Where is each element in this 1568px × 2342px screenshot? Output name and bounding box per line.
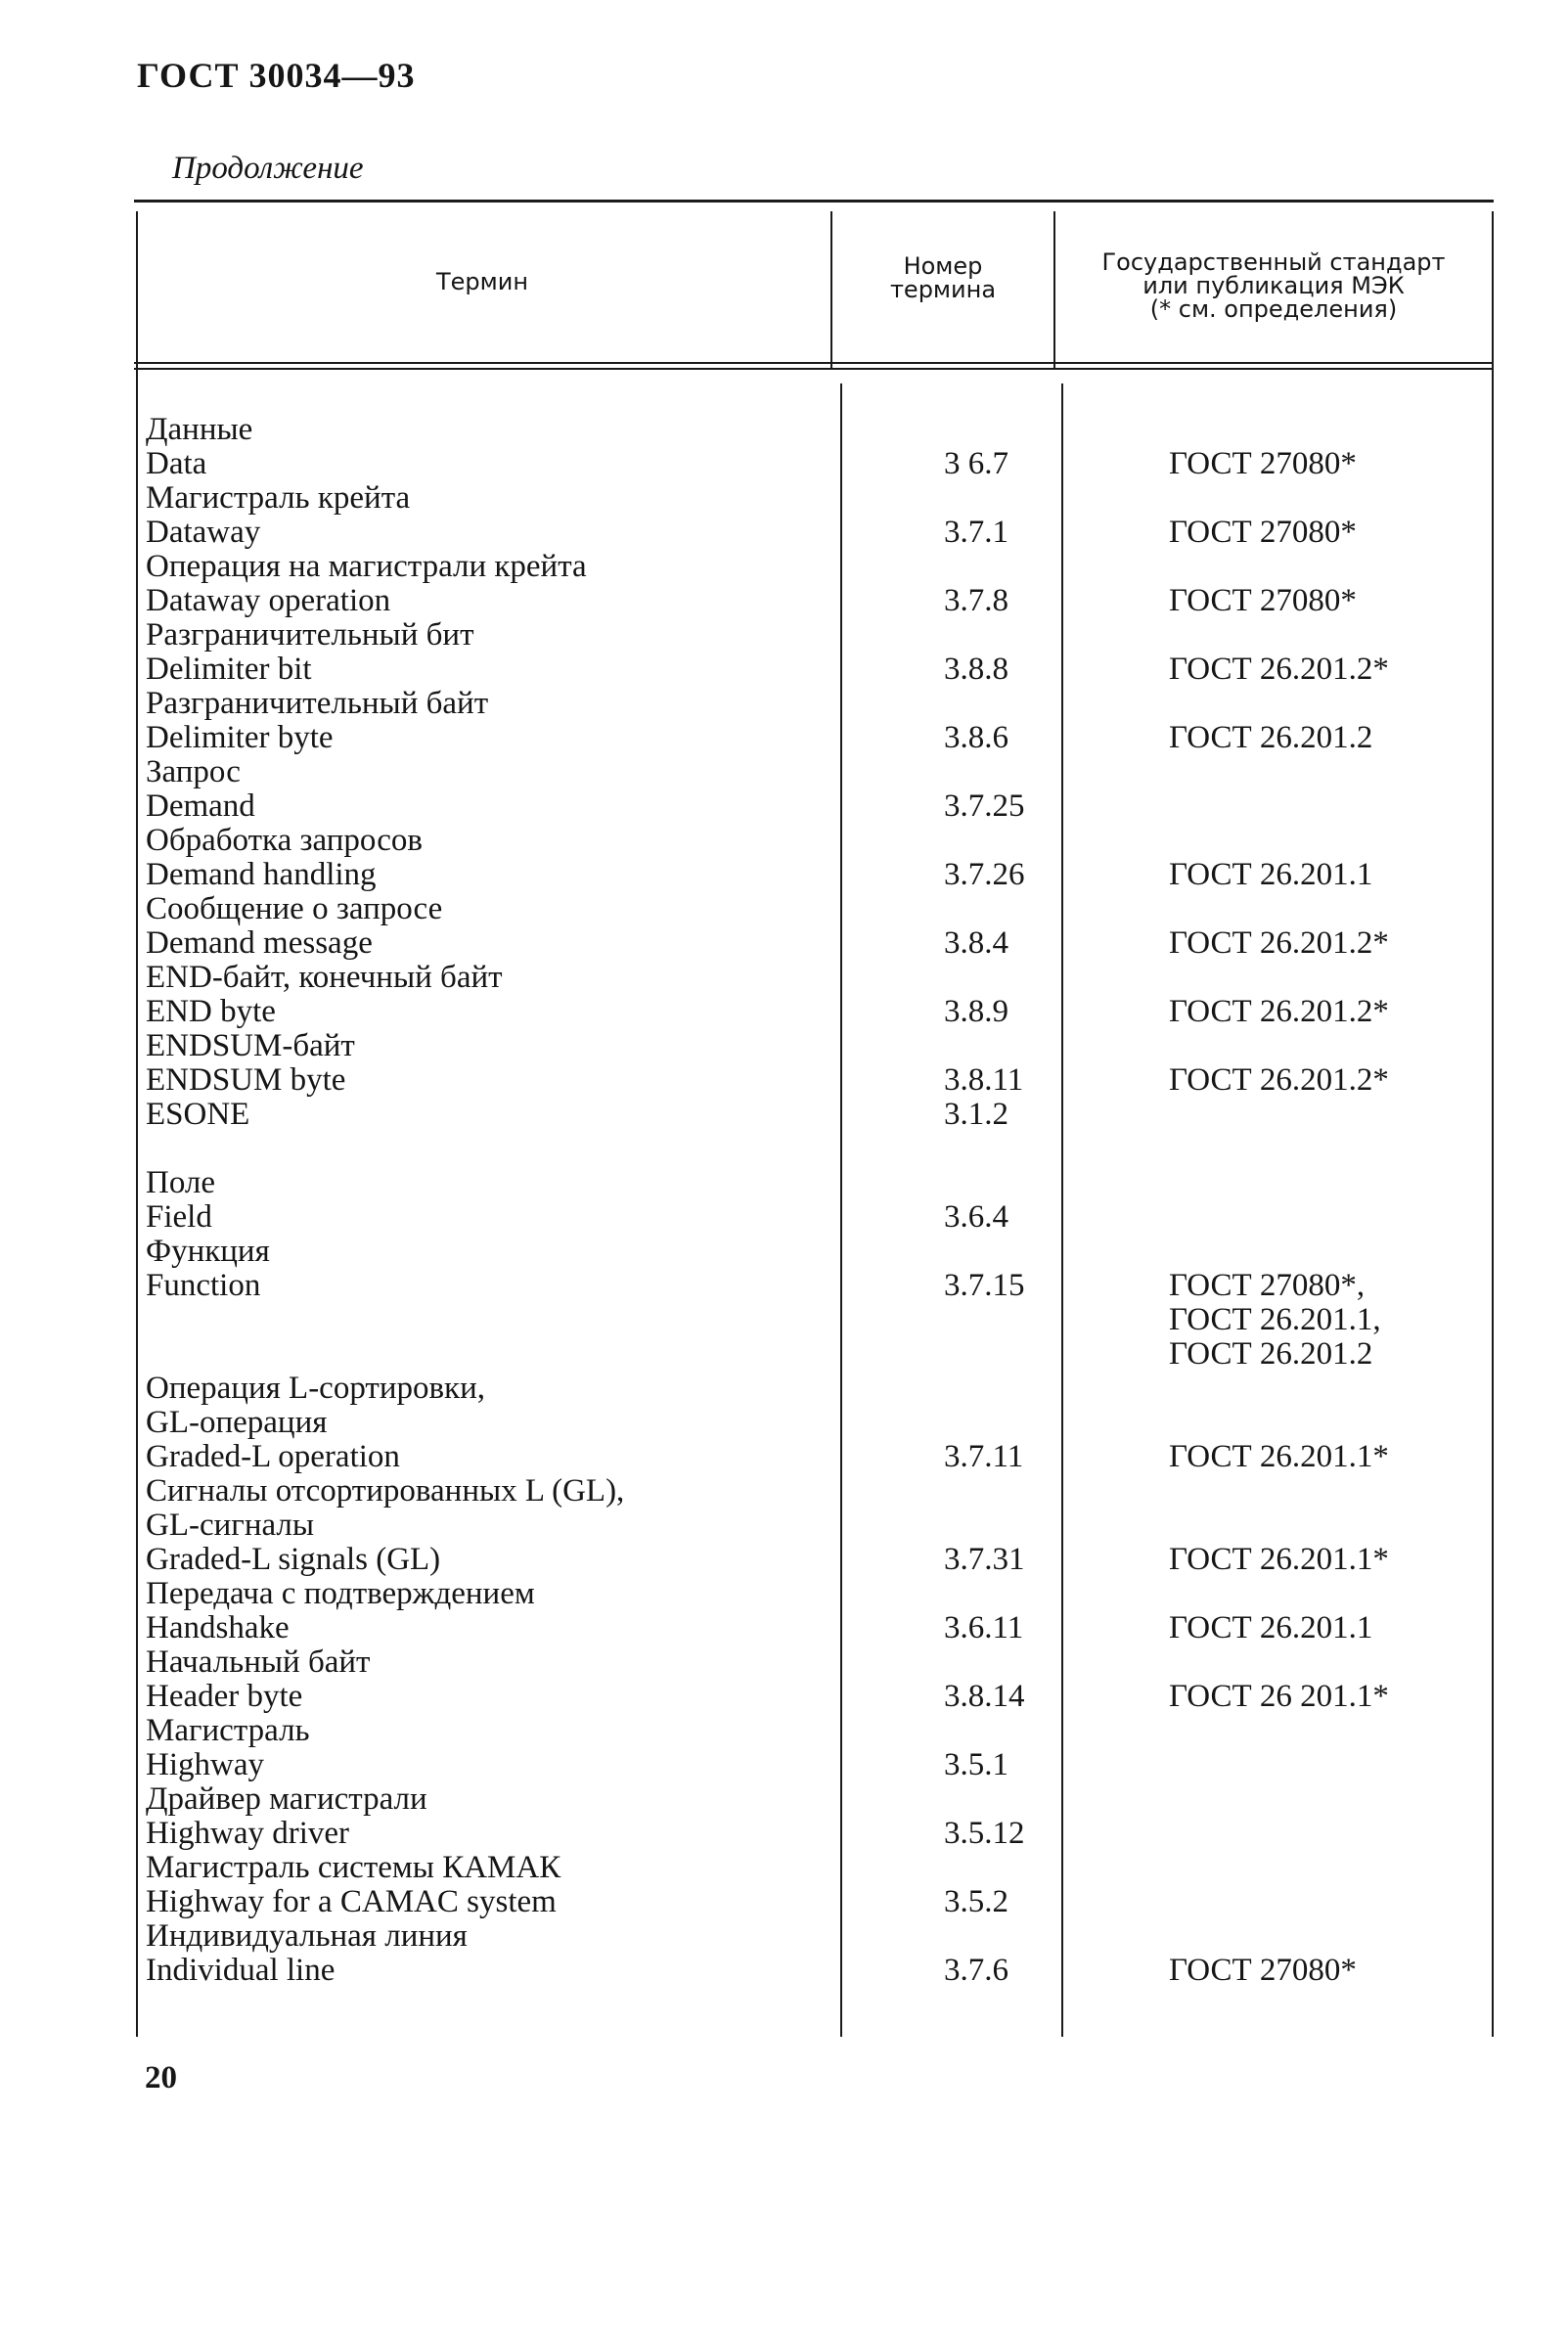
term-text: Магистраль системы КАМАК bbox=[146, 1850, 561, 1885]
term-cell bbox=[134, 618, 889, 687]
table-row bbox=[134, 1235, 1494, 1372]
standard-text: ГОСТ 26.201.1 bbox=[1169, 1610, 1373, 1645]
standard-text: ГОСТ 27080* bbox=[1169, 446, 1357, 481]
table-row bbox=[134, 892, 1494, 961]
table-row bbox=[134, 1782, 1494, 1851]
standard-text: ГОСТ 26.201.1* bbox=[1169, 1542, 1389, 1577]
standard-cell bbox=[1110, 721, 1494, 755]
term-cell bbox=[134, 1474, 889, 1577]
term-cell bbox=[134, 413, 889, 481]
header-standard bbox=[1055, 250, 1492, 321]
term-text: Graded-L signals (GL) bbox=[146, 1542, 441, 1577]
term-number: 3.7.15 bbox=[944, 1268, 1025, 1303]
standard-cell bbox=[1110, 1440, 1494, 1474]
term-text: Поле bbox=[146, 1165, 216, 1200]
term-number: 3.5.2 bbox=[944, 1884, 1008, 1919]
header-term: Термин bbox=[435, 268, 529, 295]
standard-text: ГОСТ 26.201.2 bbox=[1169, 1336, 1373, 1372]
table-row bbox=[134, 550, 1494, 618]
term-text: Обработка запросов bbox=[146, 823, 423, 858]
standard-text: ГОСТ 26.201.2* bbox=[1169, 994, 1389, 1029]
standard-cell bbox=[1110, 926, 1494, 961]
standard-cell bbox=[1110, 1611, 1494, 1645]
term-number: 3.1.2 bbox=[944, 1097, 1008, 1132]
term-number: 3.7.31 bbox=[944, 1542, 1025, 1577]
table-row bbox=[134, 755, 1494, 824]
table-row bbox=[134, 1577, 1494, 1645]
term-cell bbox=[134, 892, 889, 961]
term-text: Demand bbox=[146, 788, 255, 824]
term-text: Handshake bbox=[146, 1610, 290, 1645]
standard-cell bbox=[1110, 516, 1494, 550]
document-header: ГОСТ 30034—93 bbox=[137, 56, 416, 95]
standard-text: ГОСТ 26.201.2* bbox=[1169, 925, 1389, 961]
term-text: ENDSUM-байт bbox=[146, 1028, 355, 1063]
standard-cell bbox=[1110, 1954, 1494, 1988]
standard-text: ГОСТ 26.201.2* bbox=[1169, 1062, 1389, 1098]
term-text: Dataway bbox=[146, 515, 261, 550]
table-row bbox=[134, 481, 1494, 550]
table-row bbox=[134, 1166, 1494, 1235]
term-text: ENDSUM byte bbox=[146, 1062, 346, 1098]
term-text: Функция bbox=[146, 1234, 270, 1269]
term-text: Highway bbox=[146, 1747, 264, 1782]
term-cell bbox=[134, 1851, 889, 1919]
term-text: Dataway operation bbox=[146, 583, 391, 618]
term-text: GL-операция bbox=[146, 1405, 328, 1440]
term-text: Demand handling bbox=[146, 857, 377, 892]
standard-text: ГОСТ 26.201.1, bbox=[1169, 1302, 1381, 1337]
term-text: END-байт, конечный байт bbox=[146, 960, 503, 995]
term-number: 3.6.11 bbox=[944, 1610, 1024, 1645]
term-number: 3.7.26 bbox=[944, 857, 1025, 892]
standard-text: ГОСТ 26.201.2* bbox=[1169, 652, 1389, 687]
term-text: Операция L-сортировки, bbox=[146, 1371, 485, 1406]
term-text: Delimiter bit bbox=[146, 652, 312, 687]
standard-cell bbox=[1110, 1680, 1494, 1714]
standard-cell bbox=[1110, 1063, 1494, 1098]
term-cell bbox=[134, 824, 889, 892]
table-row bbox=[134, 1098, 1494, 1132]
standard-text: ГОСТ 26.201.1 bbox=[1169, 857, 1373, 892]
table-top-rule bbox=[134, 200, 1494, 203]
table-row bbox=[134, 618, 1494, 687]
term-number: 3.8.6 bbox=[944, 720, 1008, 755]
standard-text: ГОСТ 27080* bbox=[1169, 1953, 1357, 1988]
term-text: END byte bbox=[146, 994, 276, 1029]
term-number: 3.6.4 bbox=[944, 1199, 1008, 1235]
term-text: Header byte bbox=[146, 1679, 303, 1714]
standard-cell bbox=[1110, 653, 1494, 687]
term-text: Разграничительный байт bbox=[146, 686, 489, 721]
term-text: Сообщение о запросе bbox=[146, 891, 443, 926]
table-body bbox=[134, 413, 1494, 1988]
term-cell bbox=[134, 687, 889, 755]
term-text: Graded-L operation bbox=[146, 1439, 400, 1474]
term-cell bbox=[134, 1098, 889, 1132]
term-number: 3 6.7 bbox=[944, 446, 1008, 481]
term-number: 3.5.1 bbox=[944, 1747, 1008, 1782]
term-text: Delimiter byte bbox=[146, 720, 334, 755]
term-number: 3.7.8 bbox=[944, 583, 1008, 618]
term-text: Demand message bbox=[146, 925, 373, 961]
page-number: 20 bbox=[145, 2060, 177, 2095]
term-number: 3.7.1 bbox=[944, 515, 1008, 550]
header-number bbox=[832, 254, 1053, 301]
term-number: 3.8.8 bbox=[944, 652, 1008, 687]
header-rule-1 bbox=[134, 362, 1494, 364]
term-text: Individual line bbox=[146, 1953, 336, 1988]
term-number: 3.7.25 bbox=[944, 788, 1025, 824]
term-number: 3.5.12 bbox=[944, 1816, 1025, 1851]
header-standard-line-2: или публикация МЭК bbox=[1142, 272, 1405, 299]
term-text: Data bbox=[146, 446, 207, 481]
term-number: 3.7.6 bbox=[944, 1953, 1008, 1988]
terms-table bbox=[134, 200, 1494, 2039]
term-number: 3.8.11 bbox=[944, 1062, 1024, 1098]
term-cell bbox=[134, 481, 889, 550]
term-text: Данные bbox=[146, 412, 253, 447]
term-text: Начальный байт bbox=[146, 1644, 371, 1680]
term-cell bbox=[134, 1645, 889, 1714]
term-number: 3.8.14 bbox=[944, 1679, 1025, 1714]
table-row bbox=[134, 1372, 1494, 1474]
term-cell bbox=[134, 550, 889, 618]
header-standard-line-3: (* см. определения) bbox=[1149, 295, 1398, 323]
standard-text: ГОСТ 27080*, bbox=[1169, 1268, 1366, 1303]
standard-cell bbox=[1110, 1543, 1494, 1577]
term-text: Магистраль крейта bbox=[146, 480, 411, 516]
term-number: 3.8.9 bbox=[944, 994, 1008, 1029]
standard-cell bbox=[1110, 1269, 1494, 1372]
table-row bbox=[134, 1714, 1494, 1782]
term-cell bbox=[134, 961, 889, 1029]
header-number-line-2: термина bbox=[889, 276, 997, 303]
term-text: Function bbox=[146, 1268, 261, 1303]
standard-text: ГОСТ 26.201.1* bbox=[1169, 1439, 1389, 1474]
standard-text: ГОСТ 26.201.2 bbox=[1169, 720, 1373, 755]
term-text: Магистраль bbox=[146, 1713, 310, 1748]
standard-text: ГОСТ 26 201.1* bbox=[1169, 1679, 1389, 1714]
standard-text: ГОСТ 27080* bbox=[1169, 583, 1357, 618]
row-gap bbox=[134, 1132, 1494, 1166]
term-text: Field bbox=[146, 1199, 212, 1235]
table-row bbox=[134, 961, 1494, 1029]
continuation-label: Продолжение bbox=[172, 151, 364, 186]
table-row bbox=[134, 1645, 1494, 1714]
header-number-line-1: Номер bbox=[903, 252, 983, 280]
term-text: Драйвер магистрали bbox=[146, 1781, 427, 1817]
table-row bbox=[134, 687, 1494, 755]
term-cell bbox=[134, 1919, 889, 1988]
term-cell bbox=[134, 1235, 889, 1303]
term-number: 3.8.4 bbox=[944, 925, 1008, 961]
standard-cell bbox=[1110, 584, 1494, 618]
standard-cell bbox=[1110, 447, 1494, 481]
table-row bbox=[134, 1919, 1494, 1988]
term-cell bbox=[134, 1372, 889, 1474]
term-cell bbox=[134, 755, 889, 824]
header-rule-2 bbox=[134, 368, 1494, 370]
term-cell bbox=[134, 1577, 889, 1645]
term-text: Индивидуальная линия bbox=[146, 1918, 468, 1954]
term-text: Сигналы отсортированных L (GL), bbox=[146, 1473, 625, 1509]
term-cell bbox=[134, 1714, 889, 1782]
term-text: Highway driver bbox=[146, 1816, 350, 1851]
table-row bbox=[134, 1851, 1494, 1919]
term-number: 3.7.11 bbox=[944, 1439, 1024, 1474]
term-text: Запрос bbox=[146, 754, 241, 789]
header-standard-line-1: Государственный стандарт bbox=[1101, 248, 1446, 276]
term-cell bbox=[134, 1782, 889, 1851]
term-cell bbox=[134, 1029, 889, 1098]
term-text: ESONE bbox=[146, 1097, 250, 1132]
table-row bbox=[134, 413, 1494, 481]
term-text: GL-сигналы bbox=[146, 1508, 315, 1543]
table-row bbox=[134, 824, 1494, 892]
term-cell bbox=[134, 1166, 889, 1235]
term-text: Разграничительный бит bbox=[146, 617, 474, 653]
table-row bbox=[134, 1029, 1494, 1098]
standard-cell bbox=[1110, 995, 1494, 1029]
table-row bbox=[134, 1474, 1494, 1577]
standard-cell bbox=[1110, 858, 1494, 892]
term-text: Передача с подтверждением bbox=[146, 1576, 535, 1611]
term-text: Операция на магистрали крейта bbox=[146, 549, 587, 584]
standard-text: ГОСТ 27080* bbox=[1169, 515, 1357, 550]
term-text: Highway for a CAMAC system bbox=[146, 1884, 557, 1919]
